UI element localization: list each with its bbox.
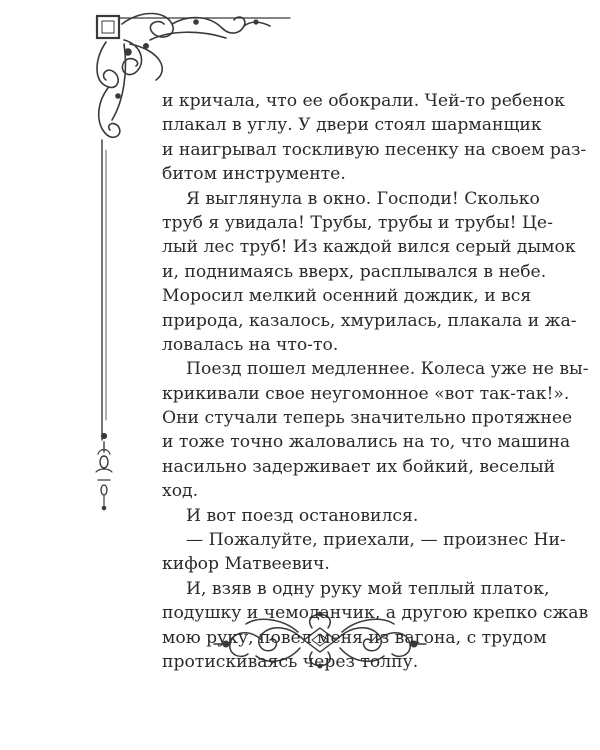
text-line: И, взяв в одну руку мой теплый платок, [186,578,550,599]
text-line: Я выглянула в окно. Господи! Сколько [186,188,540,209]
text-line: и наигрывал тоскливую песенку на своем раз- [162,139,587,160]
text-line: И вот поезд остановился. [186,505,419,526]
body-text [162,89,589,674]
text-line: мою руку, повел меня из вагона, с трудом [162,627,547,648]
text-line: Поезд пошел медленнее. Колеса уже не вы- [186,359,589,380]
text-line: плакал в углу. У двери стоял шарманщик [162,115,542,136]
text-line: Они стучали теперь значительно протяжнее [162,408,573,429]
paragraph [162,528,566,577]
text-line: и кричала, что ее обокрали. Чей-то ребенок [162,91,565,111]
paragraph [162,187,577,358]
text-line: подушку и чемоданчик, а другою крепко сжав [162,603,589,624]
text-line: и, поднимаясь вверх, расплывался в небе. [162,261,547,282]
vertical-border-icon [96,140,112,510]
text-line: природа, казалось, хмурилась, плакала и жа- [162,310,577,331]
paragraph [162,577,589,675]
text-line: лый лес труб! Из каждой вился серый дымок [162,237,576,258]
text-line: крикивали свое неугомонное «вот так-так!». [162,383,570,404]
paragraph [162,504,494,528]
text-line: — Пожалуйте, приехали, — произнес Ни- [186,530,566,551]
text-line: кифор Матвеевич. [162,554,330,575]
text-line: и тоже точно жаловались на то, что машина [162,432,571,453]
text-line: насильно задерживает их бойкий, веселый [162,456,556,477]
text-line: битом инструменте. [162,164,346,185]
paragraph [162,357,589,503]
text-line: протискиваясь через толпу. [162,651,419,672]
text-line: Моросил мелкий осенний дождик, и вся [162,286,532,307]
text-line: ловалась на что-то. [162,334,339,355]
text-line: ход. [162,481,199,502]
text-line: труб я увидала! Трубы, трубы и трубы! Це- [162,212,553,233]
paragraph [162,89,587,187]
